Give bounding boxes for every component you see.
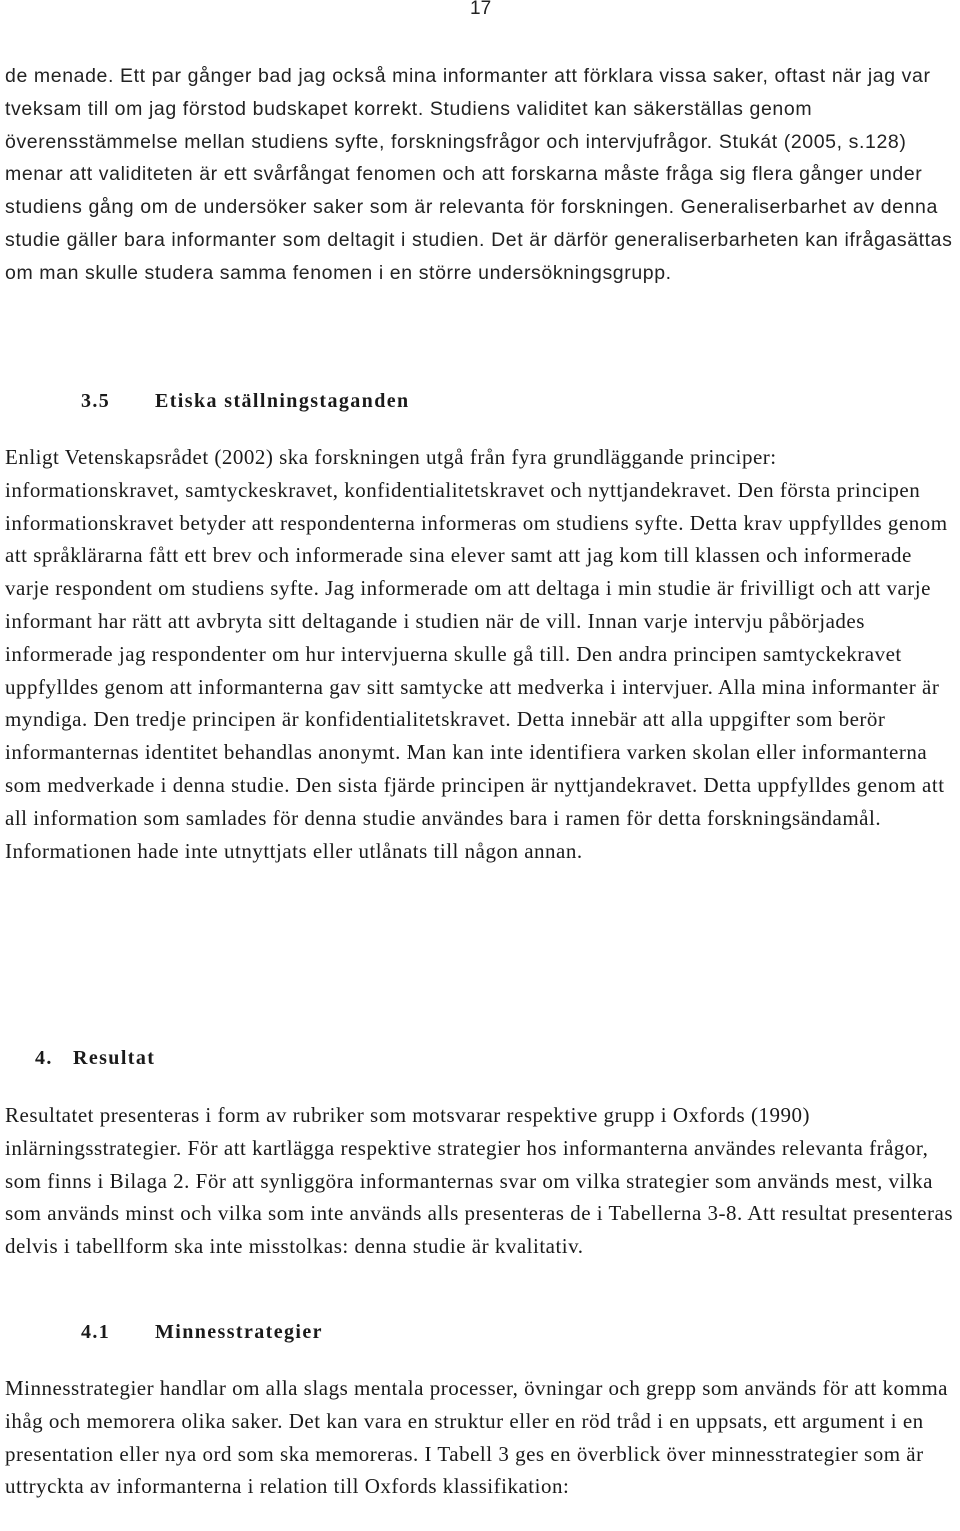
paragraph-memory-strategies: Minnesstrategier handlar om alla slags mentala processer, övningar och grepp som används för att komma ihåg och memorera olika saker. Det kan vara en struktur eller en röd tråd i en uppsats, ett argument i en presentation eller nya ord som ska memoreras. I Tabell 3 ges en överblick över minnesstrategier som är uttryckta av informanterna i relation till Oxfords klassifikation:: [5, 1376, 948, 1499]
paragraph-validity: de menade. Ett par gånger bad jag också mina informanter att förklara vissa saker, oftast när jag var tveksam till om jag förstod budskapet korrekt. Studiens validitet kan säkerställas genom överensstämmelse mellan studiens syfte, forskningsfrågor och intervjufrågor. Stukát (2005, s.128) menar att validiteten är ett svårfångat fenomen och att forskarna måste fråga sig flera gånger under studiens gång om de undersöker saker som är relevanta för forskningen. Generaliserbarhet av denna studie gäller bara informanter som deltagit i studien. Det är därför generaliserbarheten kan ifrågasättas om man skulle studera samma fenomen i en större undersökningsgrupp.: [5, 65, 953, 284]
section-heading-4: [35, 1047, 155, 1070]
section-title: Etiska ställningstaganden: [155, 390, 410, 412]
section-number: 4.1: [81, 1321, 111, 1343]
section-title: Resultat: [73, 1047, 156, 1069]
paragraph-ethics: Enligt Vetenskapsrådet (2002) ska forskningen utgå från fyra grundläggande principer: informationskravet, samtyckeskravet, konfidentialitetskravet och nyttjandekravet. Den första principen informationskravet betyder att respondenterna informeras om studiens syfte. Detta krav uppfylldes genom att språklärarna fått ett brev och informerade sina elever samt att jag kom till klassen och informerade varje respondent om studiens syfte. Jag informerade om att deltaga i min studie är frivilligt och att varje informant har rätt att avbryta sitt deltagande i studien när de vill. Innan varje intervju påbörjades informerade jag respondenter om hur intervjuerna skulle gå till. Den andra principen samtyckekravet uppfylldes genom att informanterna gav sitt samtycke att medverka i intervjuer. Alla mina informanter är myndiga. Den tredje principen är konfidentialitetskravet. Detta innebär att alla uppgifter som berör informanternas identitet behandlas anonymt. Man kan inte identifiera varken skolan eller informanterna som medverkade i denna studie. Den sista fjärde principen är nyttjandekravet. Detta uppfylldes genom att all information som samlades för denna studie användes bara i ramen för detta forskningsändamål. Informationen hade inte utnyttjats eller utlånats till någon annan.: [5, 445, 948, 863]
section-heading-3-5: [81, 390, 410, 413]
section-number: 3.5: [81, 390, 111, 412]
section-heading-4-1: [81, 1321, 323, 1344]
section-number: 4.: [35, 1047, 53, 1069]
paragraph-results: Resultatet presenteras i form av rubriker som motsvarar respektive grupp i Oxfords (1990) inlärningsstrategier. För att kartlägga respektive strategier hos informanterna användes relevanta frågor, som finns i Bilaga 2. För att synliggöra informanternas svar om vilka strategier som används mest, vilka som används minst och vilka som inte används alls presenteras de i Tabellerna 3-8. Att resultat presenteras delvis i tabellform ska inte misstolkas: denna studie är kvalitativ.: [5, 1103, 953, 1259]
page-number: 17: [470, 0, 492, 19]
section-title: Minnesstrategier: [155, 1321, 323, 1343]
